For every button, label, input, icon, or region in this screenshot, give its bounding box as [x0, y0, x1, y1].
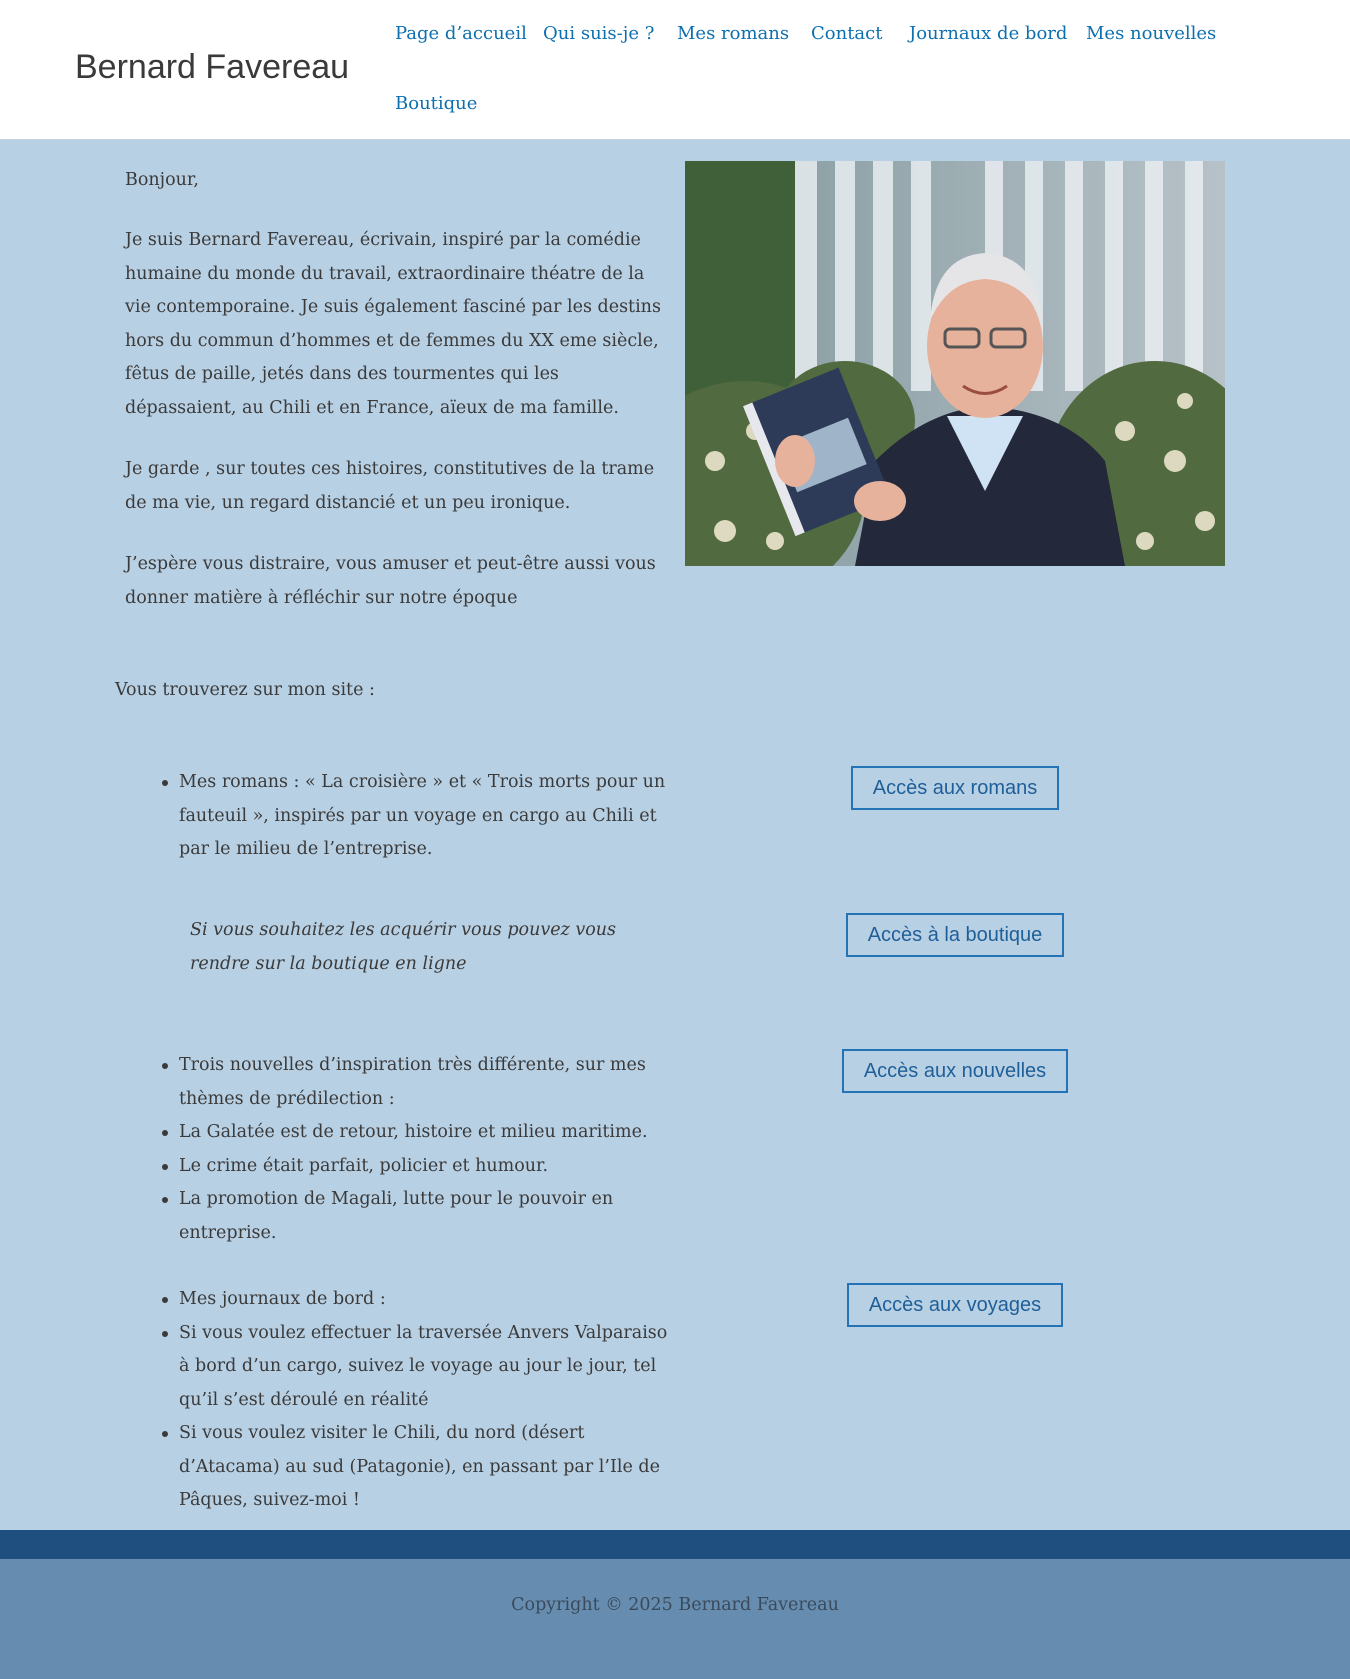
shop-note: Si vous souhaitez les acquérir vous pouvez vous rendre sur la boutique en ligne [190, 920, 617, 974]
intro-paragraph-1: Je suis Bernard Favereau, écrivain, inspiré par la comédie humaine du monde du travail, extraordinaire théatre de la vie contemporaine. Je suis également fasciné par les destins hors du commun d’hommes et de femmes du XX eme siècle, fêtus de paille, jetés dans des tourmentes qui les dépassaient, au Chili et en France, aïeux de ma famille. [125, 230, 661, 418]
stories-button[interactable]: Accès aux nouvelles [842, 1049, 1068, 1093]
footer-band [0, 1530, 1350, 1559]
list-item: La Galatée est de retour, histoire et milieu maritime. [179, 1116, 679, 1150]
author-photo [685, 161, 1225, 566]
list-item: Si vous voulez visiter le Chili, du nord (désert d’Atacama) au sud (Patagonie), en passant par l’Ile de Pâques, suivez-moi ! [179, 1417, 679, 1518]
nav-home[interactable]: Page d’accueil [395, 23, 527, 44]
nav-contact[interactable]: Contact [811, 23, 883, 44]
stories-list [179, 1049, 679, 1250]
novels-list [179, 766, 679, 867]
list-item: La promotion de Magali, lutte pour le pouvoir en entreprise. [179, 1183, 679, 1250]
list-item: Mes romans : « La croisière » et « Trois morts pour un fauteuil », inspirés par un voyage en cargo au Chili et par le milieu de l’entreprise. [179, 766, 679, 867]
site-title[interactable]: Bernard Favereau [75, 48, 350, 86]
nav-about[interactable]: Qui suis-je ? [543, 23, 655, 44]
nav-novels[interactable]: Mes romans [677, 23, 790, 44]
voyages-button[interactable]: Accès aux voyages [847, 1283, 1063, 1327]
list-item: Le crime était parfait, policier et humour. [179, 1150, 679, 1184]
author-portrait-image [685, 161, 1225, 566]
site-header [0, 0, 1350, 140]
intro-paragraph-3: J’espère vous distraire, vous amuser et peut-être aussi vous donner matière à réfléchir sur notre époque [125, 554, 656, 608]
list-item: Mes journaux de bord : [179, 1283, 679, 1317]
list-item: Trois nouvelles d’inspiration très différente, sur mes thèmes de prédilection : [179, 1049, 679, 1116]
nav-logbooks[interactable]: Journaux de bord [909, 23, 1068, 44]
novels-button[interactable]: Accès aux romans [851, 766, 1059, 810]
greeting: Bonjour, [125, 170, 199, 190]
logbooks-list [179, 1283, 679, 1518]
site-footer [0, 1559, 1350, 1679]
shop-button[interactable]: Accès à la boutique [846, 913, 1064, 957]
list-item: Si vous voulez effectuer la traversée Anvers Valparaiso à bord d’un cargo, suivez le voyage au jour le jour, tel qu’il s’est déroulé en réalité [179, 1317, 679, 1418]
copyright: Copyright © 2025 Bernard Favereau [511, 1595, 839, 1615]
intro-paragraph-2: Je garde , sur toutes ces histoires, constitutives de la trame de ma vie, un regard distancié et un peu ironique. [125, 459, 655, 513]
site-intro: Vous trouverez sur mon site : [115, 680, 375, 700]
nav-short-stories[interactable]: Mes nouvelles [1086, 23, 1217, 44]
nav-shop[interactable]: Boutique [395, 93, 478, 114]
